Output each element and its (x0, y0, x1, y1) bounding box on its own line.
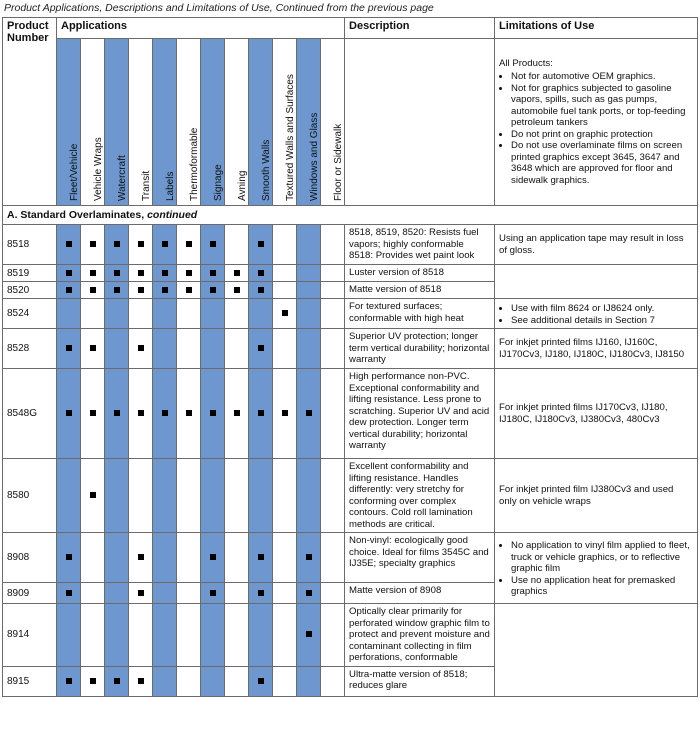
application-cell (129, 265, 153, 282)
product-row (3, 265, 698, 282)
application-cell (81, 666, 105, 696)
applicable-mark-icon (258, 678, 264, 684)
applicable-mark-icon (306, 590, 312, 596)
application-cell (249, 329, 273, 369)
product-number: 8548G (3, 369, 57, 459)
applicable-mark-icon (90, 241, 96, 247)
applicable-mark-icon (66, 270, 72, 276)
application-cell (321, 282, 345, 299)
application-cell (81, 533, 105, 583)
application-cell (225, 666, 249, 696)
page-caption: Product Applications, Descriptions and Limitations of Use, Continued from the previous page (4, 2, 434, 14)
applicable-mark-icon (162, 270, 168, 276)
application-cell (297, 533, 321, 583)
application-cell (201, 369, 225, 459)
applicable-mark-icon (90, 410, 96, 416)
application-cell (273, 604, 297, 667)
applicable-mark-icon (138, 345, 144, 351)
application-cell (153, 369, 177, 459)
application-cell (249, 369, 273, 459)
limitation-8524-item: • See additional details in Section 7 (511, 315, 693, 327)
application-cell (273, 666, 297, 696)
application-cell (297, 329, 321, 369)
application-cell (153, 299, 177, 329)
product-description: For textured surfaces; conformable with high heat (345, 299, 495, 329)
application-cell (225, 299, 249, 329)
all-products-list (499, 71, 693, 186)
application-cell (225, 459, 249, 533)
product-limitation (495, 265, 698, 299)
applications-header: Applications (57, 18, 345, 39)
product-description: Ultra-matte version of 8518; reduces glare (345, 666, 495, 696)
application-cell (249, 299, 273, 329)
application-cell (321, 666, 345, 696)
product-row (3, 225, 698, 265)
section-title-text: A. Standard Overlaminates, (7, 209, 148, 221)
application-cell (297, 369, 321, 459)
application-cell (81, 459, 105, 533)
application-cell (225, 604, 249, 667)
application-cell (225, 583, 249, 604)
product-number: 8909 (3, 583, 57, 604)
applicable-mark-icon (114, 410, 120, 416)
product-description: Superior UV protection; longer term vertical durability; horizontal warranty (345, 329, 495, 369)
application-cell (105, 459, 129, 533)
limitation-8908-list (499, 540, 693, 598)
application-cell (153, 583, 177, 604)
application-cell (273, 369, 297, 459)
application-cell (297, 282, 321, 299)
product-number: 8524 (3, 299, 57, 329)
application-cell (153, 225, 177, 265)
description-header: Description (345, 18, 495, 39)
applicable-mark-icon (90, 345, 96, 351)
applicable-mark-icon (138, 554, 144, 560)
header-row (3, 18, 698, 39)
applicable-mark-icon (306, 554, 312, 560)
applicable-mark-icon (66, 241, 72, 247)
applicable-mark-icon (258, 590, 264, 596)
applicable-mark-icon (90, 492, 96, 498)
all-products-item: • Do not use overlaminate films on screen printed graphics except 3645, 3647 and 3648 which are approved for floor and sidewalk graphics. (511, 140, 693, 186)
application-cell (177, 265, 201, 282)
application-cell (57, 666, 81, 696)
application-cell (273, 459, 297, 533)
application-cell (225, 225, 249, 265)
application-cell (177, 666, 201, 696)
applicable-mark-icon (162, 410, 168, 416)
product-limitation (495, 533, 698, 604)
applicable-mark-icon (258, 345, 264, 351)
application-label: Thermoformable (188, 127, 200, 201)
application-cell (129, 583, 153, 604)
application-cell (273, 329, 297, 369)
product-limitation (495, 329, 698, 369)
application-cell (225, 533, 249, 583)
application-cell (297, 583, 321, 604)
application-cell (249, 583, 273, 604)
application-cell (153, 329, 177, 369)
application-cell (201, 299, 225, 329)
product-description: Optically clear primarily for perforated window graphic film to protect and prevent moisture and contaminant collecting in film perforations, conformable (345, 604, 495, 667)
application-column-header (225, 39, 249, 206)
applicable-mark-icon (66, 678, 72, 684)
application-cell (57, 459, 81, 533)
application-label: Vehicle Wraps (92, 137, 104, 201)
product-description: Matte version of 8518 (345, 282, 495, 299)
applicable-mark-icon (114, 287, 120, 293)
application-cell (321, 369, 345, 459)
applicable-mark-icon (90, 270, 96, 276)
applicable-mark-icon (234, 287, 240, 293)
application-cell (57, 369, 81, 459)
applicable-mark-icon (258, 554, 264, 560)
product-description: Excellent conformability and lifting resistance. Handles differently: very stretchy for conforming over complex contours. Cold roll lamination methods are critical. (345, 459, 495, 533)
product-number: 8519 (3, 265, 57, 282)
application-cell (129, 282, 153, 299)
limitation-8908-item: • Use no application heat for premasked graphics (511, 575, 693, 598)
applicable-mark-icon (306, 410, 312, 416)
application-column-header (129, 39, 153, 206)
application-cell (105, 533, 129, 583)
application-cell (81, 583, 105, 604)
application-column-header (177, 39, 201, 206)
applicable-mark-icon (210, 241, 216, 247)
applicable-mark-icon (258, 287, 264, 293)
application-column-header (249, 39, 273, 206)
applicable-mark-icon (186, 410, 192, 416)
application-cell (129, 666, 153, 696)
product-row (3, 329, 698, 369)
product-row (3, 369, 698, 459)
applicable-mark-icon (162, 287, 168, 293)
application-column-header (153, 39, 177, 206)
application-cell (177, 533, 201, 583)
application-cell (177, 299, 201, 329)
application-cell (297, 265, 321, 282)
application-cell (201, 459, 225, 533)
application-cell (105, 265, 129, 282)
applicable-mark-icon (138, 678, 144, 684)
application-cell (201, 666, 225, 696)
application-label: Smooth Walls (260, 139, 272, 201)
application-cell (273, 299, 297, 329)
application-cell (321, 299, 345, 329)
product-number-header: Product Number (3, 18, 57, 206)
section-title (3, 206, 698, 225)
all-products-title: All Products: (499, 57, 553, 69)
application-cell (201, 583, 225, 604)
application-cell (249, 265, 273, 282)
application-cell (201, 329, 225, 369)
product-row (3, 459, 698, 533)
application-label: Windows and Glass (308, 112, 320, 201)
application-cell (177, 225, 201, 265)
applicable-mark-icon (210, 590, 216, 596)
application-cell (57, 225, 81, 265)
application-column-header (105, 39, 129, 206)
application-cell (321, 604, 345, 667)
section-row (3, 206, 698, 225)
application-cell (129, 299, 153, 329)
applicable-mark-icon (66, 590, 72, 596)
application-cell (57, 533, 81, 583)
application-cell (177, 604, 201, 667)
application-cell (129, 329, 153, 369)
application-cell (321, 583, 345, 604)
application-cell (249, 225, 273, 265)
application-cell (105, 329, 129, 369)
application-cell (153, 533, 177, 583)
applicable-mark-icon (282, 410, 288, 416)
section-suffix: continued (147, 209, 198, 221)
application-label: Signage (212, 164, 224, 201)
application-cell (249, 459, 273, 533)
column-label-row (3, 39, 698, 206)
application-cell (81, 225, 105, 265)
product-limitation (495, 604, 698, 697)
applicable-mark-icon (258, 270, 264, 276)
applicable-mark-icon (90, 287, 96, 293)
applicable-mark-icon (234, 410, 240, 416)
applicable-mark-icon (138, 241, 144, 247)
product-row (3, 299, 698, 329)
application-label: Transit (140, 170, 152, 201)
application-cell (81, 299, 105, 329)
application-cell (321, 533, 345, 583)
application-cell (129, 225, 153, 265)
applicable-mark-icon (66, 345, 72, 351)
limitation-8524-item: • Use with film 8624 or IJ8624 only. (511, 303, 693, 315)
application-column-header (297, 39, 321, 206)
limitations-header: Limitations of Use (495, 18, 698, 39)
application-cell (81, 369, 105, 459)
application-column-header (321, 39, 345, 206)
application-cell (321, 459, 345, 533)
application-cell (105, 666, 129, 696)
application-cell (153, 265, 177, 282)
application-column-header (273, 39, 297, 206)
applicable-mark-icon (306, 631, 312, 637)
application-label: Textured Walls and Surfaces (284, 74, 296, 201)
product-limitation (495, 369, 698, 459)
application-cell (249, 604, 273, 667)
application-cell (177, 459, 201, 533)
application-cell (81, 265, 105, 282)
application-cell (153, 604, 177, 667)
application-label: Avning (236, 170, 248, 201)
application-cell (225, 282, 249, 299)
applicable-mark-icon (114, 678, 120, 684)
applicable-mark-icon (114, 241, 120, 247)
applicable-mark-icon (162, 241, 168, 247)
application-cell (321, 225, 345, 265)
description-blank (345, 39, 495, 206)
limitation-8908-item: • No application to vinyl film applied to fleet, truck or vehicle graphics, or to reflective graphic film (511, 540, 693, 575)
applicable-mark-icon (138, 287, 144, 293)
product-limitation (495, 225, 698, 265)
application-cell (201, 282, 225, 299)
application-cell (153, 282, 177, 299)
product-number: 8518 (3, 225, 57, 265)
application-cell (273, 265, 297, 282)
applicable-mark-icon (66, 554, 72, 560)
application-cell (129, 369, 153, 459)
application-label: Watercraft (116, 155, 128, 201)
application-cell (105, 583, 129, 604)
application-cell (273, 533, 297, 583)
application-cell (129, 533, 153, 583)
application-label: Fleet/Vehicle (68, 143, 80, 201)
application-cell (81, 329, 105, 369)
application-cell (105, 369, 129, 459)
application-cell (105, 282, 129, 299)
application-cell (297, 225, 321, 265)
application-label: Labels (164, 171, 176, 201)
application-cell (297, 666, 321, 696)
applicable-mark-icon (138, 410, 144, 416)
product-description: High performance non-PVC. Exceptional conformability and lifting resistance. Less prone to scratching. Superior UV and acid dew protection. Longer term vertical durability; horizontal warranty (345, 369, 495, 459)
applicable-mark-icon (66, 410, 72, 416)
product-number: 8520 (3, 282, 57, 299)
applicable-mark-icon (210, 287, 216, 293)
applicable-mark-icon (258, 410, 264, 416)
application-cell (225, 329, 249, 369)
applicable-mark-icon (186, 287, 192, 293)
application-cell (321, 329, 345, 369)
product-number: 8528 (3, 329, 57, 369)
application-cell (57, 329, 81, 369)
applicable-mark-icon (210, 270, 216, 276)
product-number: 8580 (3, 459, 57, 533)
limitation-text: For inkjet printed films IJ160, IJ160C, IJ170Cv3, IJ180, IJ180C, IJ180Cv3, IJ8150 (499, 337, 685, 360)
application-cell (249, 666, 273, 696)
application-cell (177, 282, 201, 299)
applicable-mark-icon (90, 678, 96, 684)
applicable-mark-icon (138, 270, 144, 276)
limitation-text: For inkjet printed film IJ380Cv3 and used only on vehicle wraps (499, 484, 674, 507)
applicable-mark-icon (114, 270, 120, 276)
application-cell (297, 459, 321, 533)
application-cell (201, 533, 225, 583)
limitation-text: Using an application tape may result in loss of gloss. (499, 233, 684, 256)
product-row (3, 604, 698, 667)
application-cell (57, 583, 81, 604)
application-column-header (57, 39, 81, 206)
applicable-mark-icon (282, 310, 288, 316)
product-description: Non-vinyl: ecologically good choice. Ideal for films 3545C and IJ35E; specialty graphics (345, 533, 495, 583)
application-cell (321, 265, 345, 282)
product-number: 8915 (3, 666, 57, 696)
product-limitation (495, 459, 698, 533)
application-cell (273, 583, 297, 604)
product-row (3, 533, 698, 583)
application-cell (153, 666, 177, 696)
applicable-mark-icon (186, 270, 192, 276)
applicable-mark-icon (186, 241, 192, 247)
application-cell (201, 604, 225, 667)
application-cell (249, 282, 273, 299)
application-cell (81, 604, 105, 667)
application-cell (81, 282, 105, 299)
applicable-mark-icon (210, 410, 216, 416)
all-products-item: • Not for automotive OEM graphics. (511, 71, 693, 83)
limitation-text: For inkjet printed films IJ170Cv3, IJ180, IJ180C, IJ180Cv3, IJ380Cv3, 480Cv3 (499, 402, 668, 425)
applicable-mark-icon (66, 287, 72, 293)
product-description: 8518, 8519, 8520: Resists fuel vapors; highly conformable 8518: Provides wet paint look (345, 225, 495, 265)
application-cell (129, 459, 153, 533)
application-column-header (201, 39, 225, 206)
application-cell (225, 369, 249, 459)
application-cell (57, 265, 81, 282)
limitation-8524-list (499, 303, 693, 326)
application-cell (297, 604, 321, 667)
application-cell (153, 459, 177, 533)
product-description: Matte version of 8908 (345, 583, 495, 604)
applicable-mark-icon (258, 241, 264, 247)
application-cell (225, 265, 249, 282)
application-cell (57, 299, 81, 329)
all-products-item: • Do not print on graphic protection (511, 129, 693, 141)
application-cell (57, 282, 81, 299)
application-cell (177, 329, 201, 369)
application-cell (201, 225, 225, 265)
all-products-limitations (495, 39, 698, 206)
application-cell (249, 533, 273, 583)
application-cell (297, 299, 321, 329)
product-number: 8914 (3, 604, 57, 667)
application-cell (177, 583, 201, 604)
product-number: 8908 (3, 533, 57, 583)
application-cell (177, 369, 201, 459)
application-cell (273, 282, 297, 299)
all-products-item: • Not for graphics subjected to gasoline vapors, spills, such as gas pumps, automobile fuel tank ports, or top-feeding petroleum tankers (511, 83, 693, 129)
application-cell (105, 225, 129, 265)
application-column-header (81, 39, 105, 206)
application-cell (57, 604, 81, 667)
application-cell (129, 604, 153, 667)
application-cell (105, 604, 129, 667)
applicable-mark-icon (138, 590, 144, 596)
application-label: Floor or Sidewalk (332, 123, 344, 201)
product-limitation (495, 299, 698, 329)
applications-table (2, 17, 698, 697)
applicable-mark-icon (210, 554, 216, 560)
applicable-mark-icon (234, 270, 240, 276)
product-description: Luster version of 8518 (345, 265, 495, 282)
application-cell (273, 225, 297, 265)
application-cell (105, 299, 129, 329)
application-cell (201, 265, 225, 282)
